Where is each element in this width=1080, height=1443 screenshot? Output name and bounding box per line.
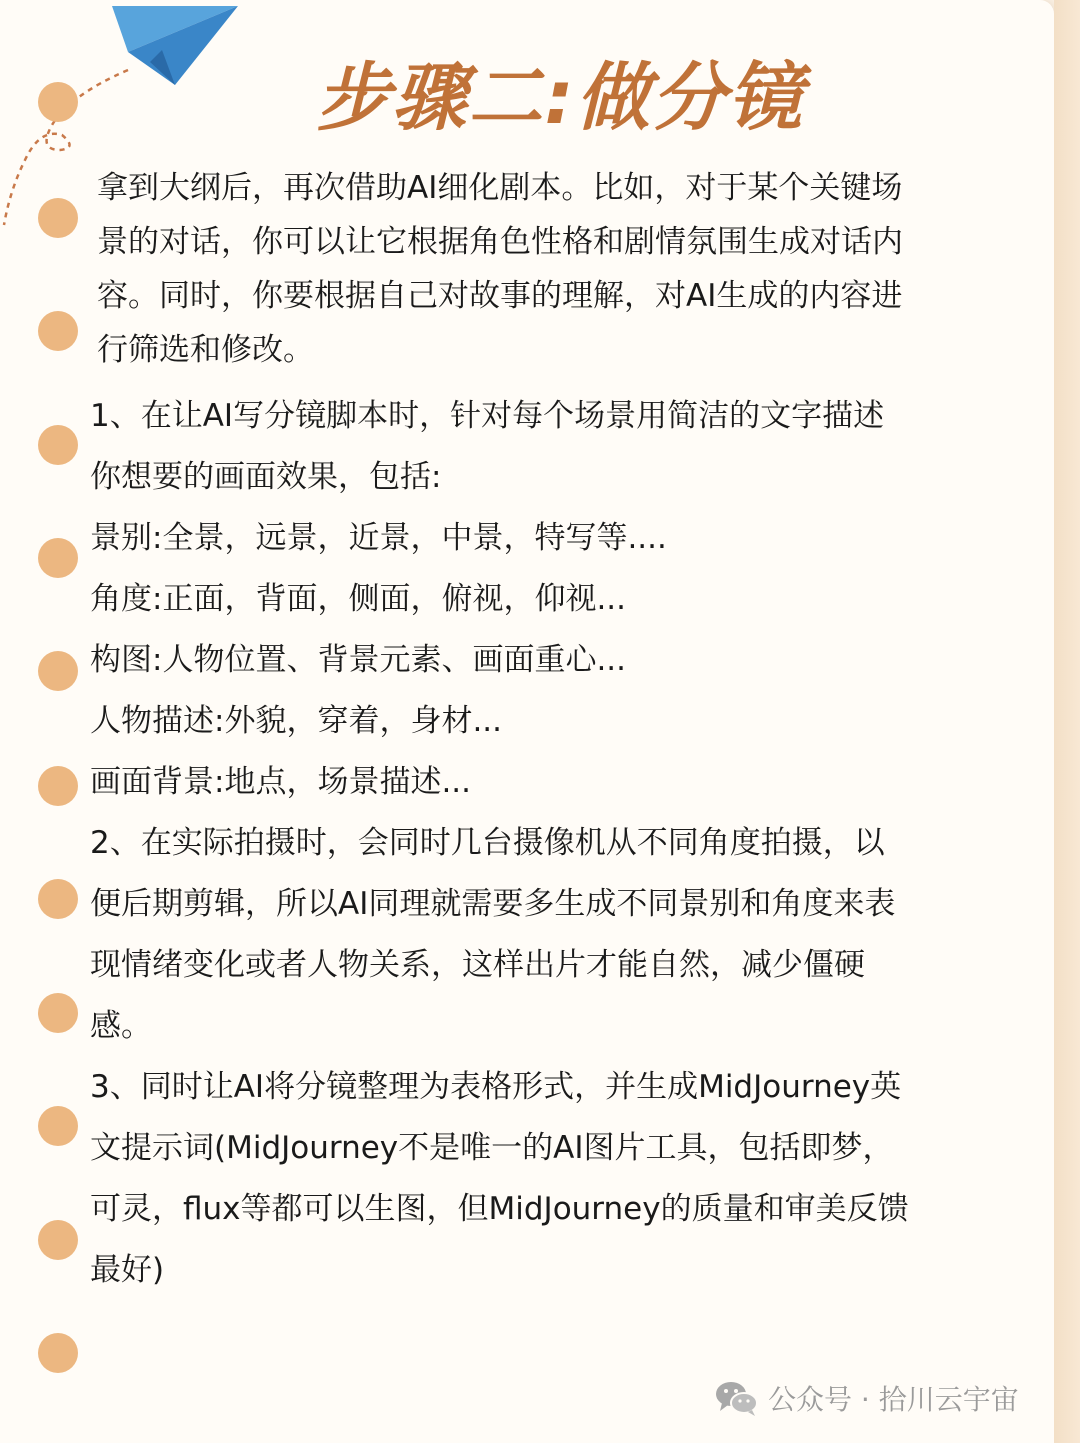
shot-item-background: 画面背景:地点，场景描述... <box>90 764 472 800</box>
step3-line: 文提示词(MidJourney不是唯一的AI图片工具，包括即梦， <box>90 1130 894 1166</box>
decor-dot <box>38 425 78 465</box>
text-line: 容。同时，你要根据自己对故事的理解，对AI生成的内容进 <box>97 278 903 314</box>
wechat-icon <box>714 1378 760 1418</box>
shot-item-scale: 景别:全景，远景，近景，中景，特写等.... <box>90 520 667 556</box>
decor-dot <box>38 1220 78 1260</box>
text-line: 景的对话，你可以让它根据角色性格和剧情氛围生成对话内 <box>97 224 903 260</box>
shot-item-angle: 角度:正面，背面，侧面，俯视，仰视... <box>90 581 627 617</box>
shot-item-composition: 构图:人物位置、背景元素、画面重心... <box>90 642 627 678</box>
body-section <box>90 386 909 1301</box>
step3-line: 最好) <box>90 1252 165 1288</box>
text-line: 拿到大纲后，再次借助AI细化剧本。比如，对于某个关键场 <box>97 170 903 206</box>
step2-line: 2、在实际拍摄时，会同时几台摄像机从不同角度拍摄，以 <box>90 825 885 861</box>
step1-line: 1、在让AI写分镜脚本时，针对每个场景用简洁的文字描述 <box>90 398 885 434</box>
decor-dot <box>38 1333 78 1373</box>
decor-dot <box>38 879 78 919</box>
text-line: 行筛选和修改。 <box>97 332 314 368</box>
decor-dot <box>38 993 78 1033</box>
watermark-label: 公众号 · 拾川云宇宙 <box>768 1383 1019 1416</box>
card-edge <box>1054 0 1080 1443</box>
step3-line: 可灵，flux等都可以生图，但MidJourney的质量和审美反馈 <box>90 1191 909 1227</box>
decor-dot <box>38 82 78 122</box>
decor-dot <box>38 651 78 691</box>
decor-dot <box>38 311 78 351</box>
decor-dot <box>38 198 78 238</box>
decor-dot <box>38 538 78 578</box>
step1-line: 你想要的画面效果，包括: <box>90 459 442 495</box>
decor-dot <box>38 1106 78 1146</box>
step3-line: 3、同时让AI将分镜整理为表格形式，并生成MidJourney英 <box>90 1069 902 1105</box>
page-title: 步骤二:做分镜 <box>316 55 804 141</box>
decor-dot <box>38 766 78 806</box>
shot-item-character: 人物描述:外貌，穿着，身材... <box>90 703 503 739</box>
step2-line: 感。 <box>90 1008 152 1044</box>
step2-line: 现情绪变化或者人物关系，这样出片才能自然，减少僵硬 <box>90 947 865 983</box>
watermark <box>714 1376 1019 1420</box>
step2-line: 便后期剪辑，所以AI同理就需要多生成不同景别和角度来表 <box>90 886 896 922</box>
intro-paragraph <box>97 161 903 377</box>
